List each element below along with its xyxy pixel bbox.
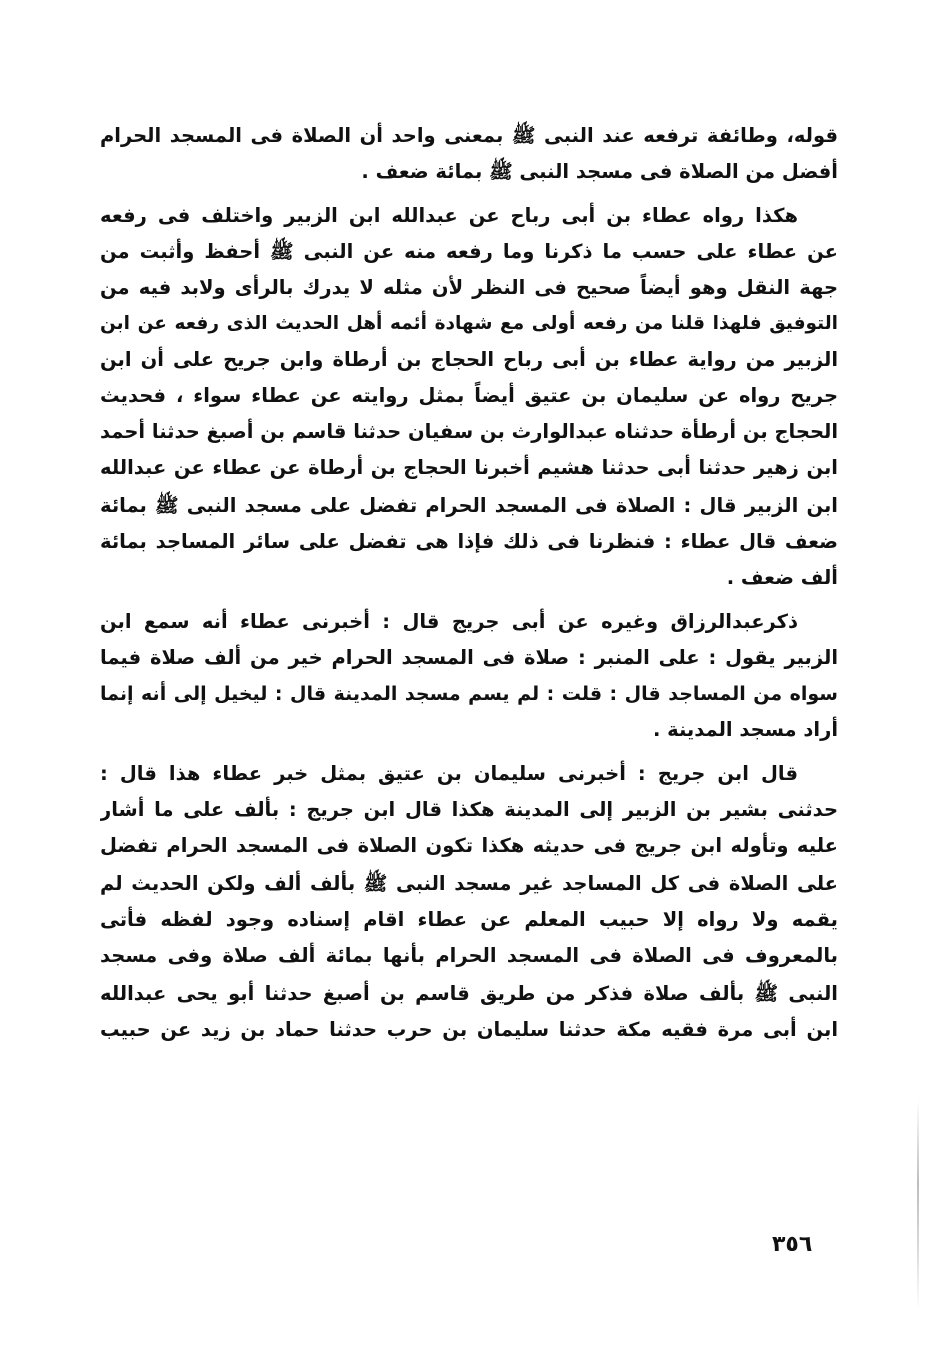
text-line-9: الحجاج بن أرطأة حدثناه عبدالوارث بن سفيان حدثنا قاسم بن أصبغ حدثنا أحمد (100, 420, 838, 443)
text-line-10: ابن زهير حدثنا أبى حدثنا هشيم أخبرنا الحجاج بن أرطاة عن عطاء عن عبدالله (100, 456, 838, 479)
text-line-18: قال ابن جريج : أخبرنى سليمان بن عتيق بمثل خبر عطاء هذا قال : (100, 762, 798, 785)
text-line-12: ضعف قال عطاء : فنظرنا فى ذلك فإذا هى تفضل على سائر المساجد بمائة (100, 530, 838, 553)
text-line-4: عن عطاء على حسب ما ذكرنا وما رفعه منه عن النبى ﷺ أحفظ وأثبت من (100, 240, 838, 263)
text-line-8: جريح رواه عن سليمان بن عتيق أيضاً بمثل روايته عن عطاء سواء ، فحديث (100, 384, 838, 407)
text-line-17: أراد مسجد المدينة . (652, 718, 838, 741)
text-line-20: عليه وتأوله ابن جريج فى حديثه هكذا تكون الصلاة فى المسجد الحرام تفضل (100, 834, 838, 857)
text-line-14: ذكرعبدالرزاق وغيره عن أبى جريج قال : أخبرنى عطاء أنه سمع ابن (100, 610, 798, 633)
text-line-16: سواه من المساجد قال : قلت : لم يسم مسجد المدينة قال : ليخيل إلى أنه إنما (100, 683, 838, 705)
text-line-3: هكذا رواه عطاء بن أبى رباح عن عبدالله ابن الزبير واختلف فى رفعه (100, 204, 798, 227)
text-line-21: على الصلاة فى كل المساجد غير مسجد النبى ﷺ بألف ألف ولكن الحديث لم (100, 872, 838, 895)
text-line-11: ابن الزبير قال : الصلاة فى المسجد الحرام تفضل على مسجد النبى ﷺ بمائة (100, 494, 838, 517)
text-line-6: التوفيق فلهذا قلنا من رفعه أولى مع شهادة أئمه أهل الحديث الذى رفعه عن ابن (100, 313, 838, 334)
text-line-25: ابن أبى مرة فقيه مكة حدثنا سليمان بن حرب حدثنا حماد بن زيد عن حبيب (100, 1018, 838, 1041)
text-line-24: النبى ﷺ بألف صلاة فذكر من طريق قاسم بن أصبغ حدثنا أبو يحى عبدالله (100, 982, 838, 1005)
text-line-15: الزبير يقول : على المنبر : صلاة فى المسجد الحرام خير من ألف صلاة فيما (100, 646, 838, 669)
text-line-5: جهة النقل وهو أيضاً صحيح فى النظر لأن مثله لا يدرك بالرأى ولابد فيه من (100, 276, 838, 299)
text-line-1: قوله، وطائفة ترفعه عند النبى ﷺ بمعنى واحد أن الصلاة فى المسجد الحرام (100, 124, 838, 147)
scan-edge-shadow (917, 1100, 919, 1310)
text-line-19: حدثنى بشير بن الزبير إلى المدينة هكذا قال ابن جريج : بألف على ما أشار (100, 798, 838, 821)
text-line-22: يقمه ولا رواه إلا حبيب المعلم عن عطاء اقام إسناده وجود لفظه فأتى (100, 908, 838, 931)
text-line-13: ألف ضعف . (726, 566, 838, 589)
text-line-7: الزبير من رواية عطاء بن أبى رباح الحجاج بن أرطاة وابن جريح على أن ابن (100, 348, 838, 371)
text-line-2: أفضل من الصلاة فى مسجد النبى ﷺ بمائة ضعف . (361, 160, 838, 183)
page-number: ٣٥٦ (772, 1232, 813, 1257)
text-line-23: بالمعروف فى الصلاة فى المسجد الحرام بأنها بمائة ألف صلاة وفى مسجد (100, 944, 838, 967)
